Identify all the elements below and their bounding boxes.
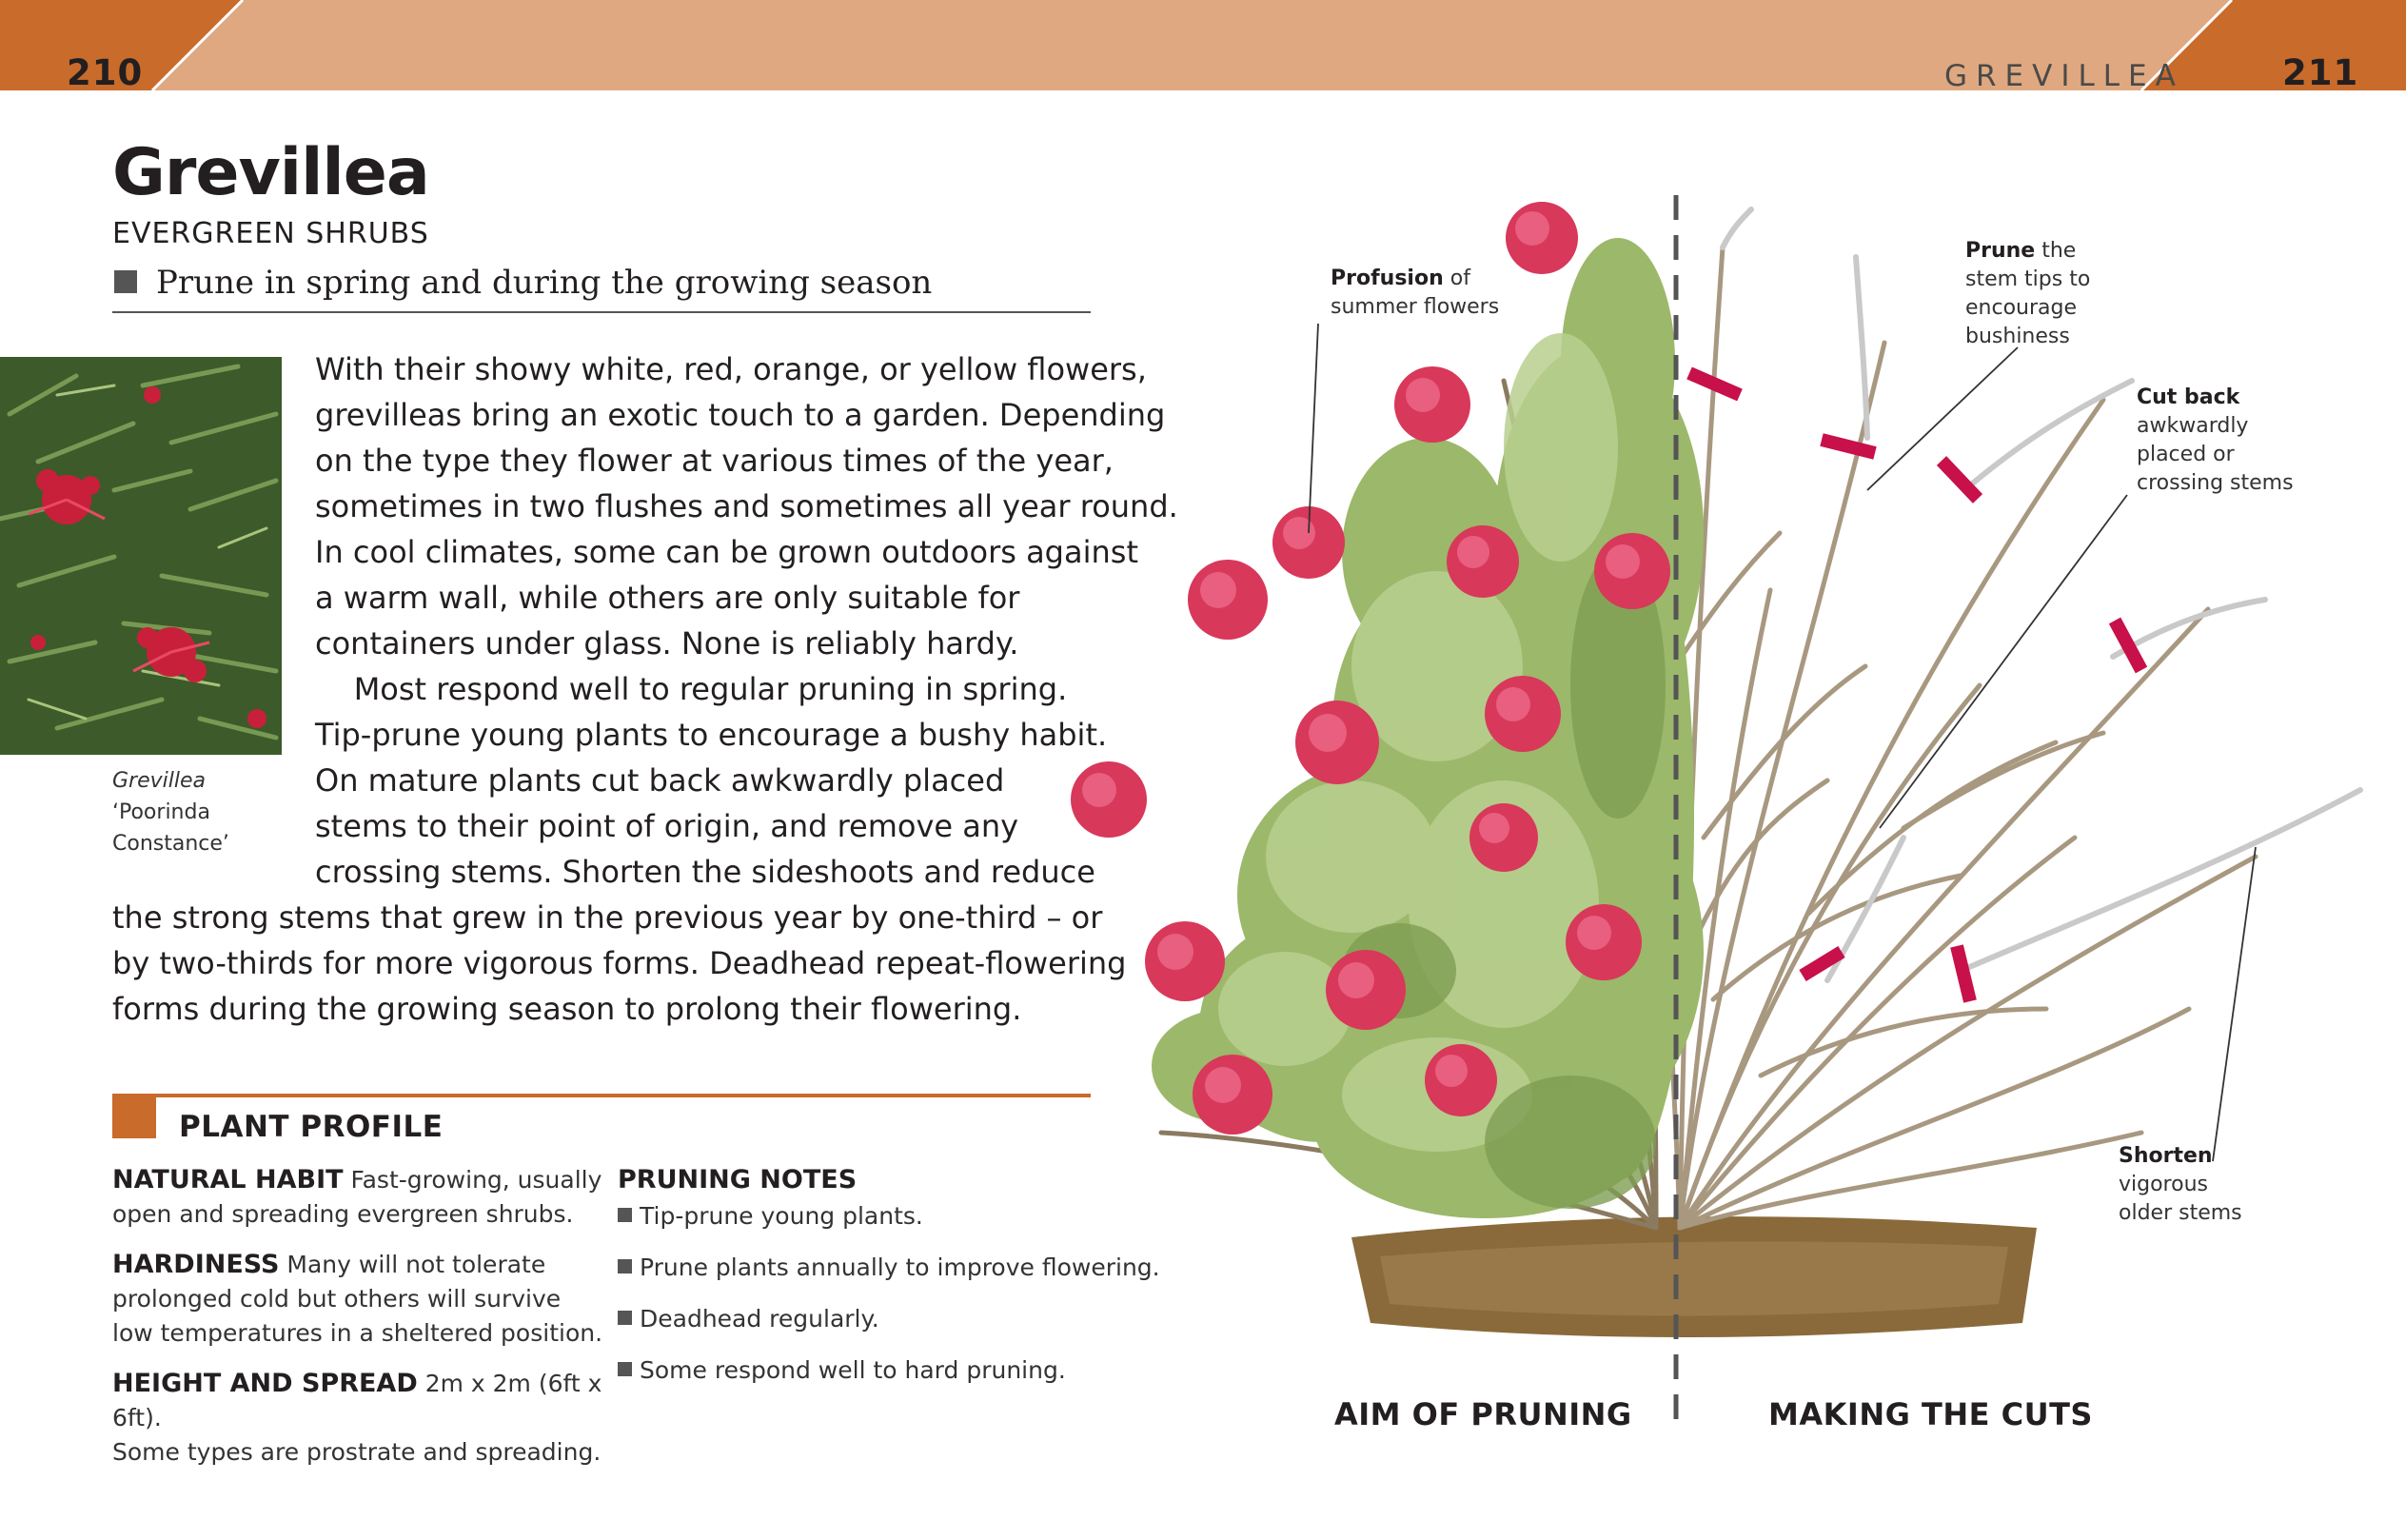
hardiness bbox=[112, 1248, 607, 1351]
entry-category: EVERGREEN SHRUBS bbox=[112, 217, 429, 250]
body-line: sometimes in two flushes and sometimes all year round. bbox=[315, 488, 1178, 524]
natural-habit-text-1: Fast-growing, usually bbox=[350, 1166, 602, 1194]
body-line: on the type they flower at various times of the year, bbox=[315, 443, 1114, 479]
cut-marks bbox=[1689, 373, 2141, 1001]
photo-illustration bbox=[0, 357, 282, 755]
cut-mark bbox=[1822, 440, 1875, 453]
right-page-number: 211 bbox=[2282, 52, 2359, 93]
natural-habit-text-2: open and spreading evergreen shrubs. bbox=[112, 1200, 574, 1228]
pruning-time-text: Prune in spring and during the growing season bbox=[156, 264, 933, 302]
body-line: Tip-prune young plants to encourage a bushy habit. bbox=[315, 717, 1108, 753]
body-line: crossing stems. Shorten the sideshoots and reduce bbox=[315, 854, 1095, 890]
pruning-time-heading bbox=[114, 264, 932, 302]
height-label: HEIGHT AND SPREAD bbox=[112, 1369, 418, 1398]
leader-flowers bbox=[1309, 324, 1318, 533]
hardiness-text-1: Many will not tolerate bbox=[286, 1251, 546, 1278]
profile-rule bbox=[112, 1094, 1091, 1097]
note-text: Prune plants annually to improve flowering. bbox=[640, 1254, 1160, 1281]
pruning-notes-label: PRUNING NOTES bbox=[618, 1165, 858, 1194]
label-cut-rest-2: placed or bbox=[2137, 443, 2235, 466]
body-text-continued bbox=[112, 895, 1126, 1032]
caption-line-3: Constance’ bbox=[112, 832, 229, 856]
body-line: by two-thirds for more vigorous forms. Deadhead repeat-flowering bbox=[112, 945, 1127, 981]
note-text: Deadhead regularly. bbox=[640, 1305, 879, 1333]
label-flowers-rest-1: of bbox=[1450, 267, 1470, 290]
cut-mark bbox=[1957, 946, 1970, 1001]
label-prune bbox=[1965, 237, 2090, 351]
cut-mark bbox=[1689, 373, 1740, 395]
body-line: containers under glass. None is reliably hardy. bbox=[315, 625, 1019, 661]
cut-mark bbox=[2115, 621, 2141, 670]
height-text-2: Some types are prostrate and spreading. bbox=[112, 1438, 602, 1466]
body-line: the strong stems that grew in the previous year by one-third – or bbox=[112, 899, 1103, 936]
body-line: On mature plants cut back awkwardly placed bbox=[315, 762, 1005, 799]
running-head: GREVILLEA bbox=[1944, 59, 2184, 93]
profile-marker bbox=[112, 1096, 156, 1138]
caption-italic: Grevillea bbox=[112, 769, 207, 793]
label-shorten-bold: Shorten bbox=[2119, 1144, 2213, 1168]
hardiness-text-3: low temperatures in a sheltered position. bbox=[112, 1319, 603, 1347]
caption-making-the-cuts: MAKING THE CUTS bbox=[1768, 1396, 2093, 1432]
foliage-shadows bbox=[1342, 552, 1666, 1209]
heading-bullet bbox=[114, 270, 137, 293]
caption-aim-of-pruning: AIM OF PRUNING bbox=[1334, 1396, 1632, 1432]
note-bullet bbox=[618, 1208, 632, 1222]
body-line: In cool climates, some can be grown outdoors against bbox=[315, 534, 1138, 570]
note-bullet bbox=[618, 1362, 632, 1376]
profile-left-column bbox=[112, 1163, 607, 1486]
caption-line-2: ‘Poorinda bbox=[112, 800, 210, 824]
leader-shorten bbox=[2213, 847, 2256, 1161]
entry-title: Grevillea bbox=[112, 135, 429, 210]
foliage-highlights bbox=[1218, 333, 1618, 1152]
leader-cut bbox=[1880, 495, 2127, 828]
hardiness-text-2: prolonged cold but others will survive bbox=[112, 1285, 562, 1313]
profile-title: PLANT PROFILE bbox=[179, 1110, 444, 1144]
photo-caption bbox=[112, 765, 229, 859]
body-line: forms during the growing season to prolong their flowering. bbox=[112, 991, 1022, 1027]
body-line: grevilleas bring an exotic touch to a garden. Depending bbox=[315, 397, 1166, 433]
label-cut-rest-3: crossing stems bbox=[2137, 471, 2294, 495]
left-page-number: 210 bbox=[67, 52, 144, 93]
label-cut-rest-1: awkwardly bbox=[2137, 414, 2249, 438]
note-text: Tip-prune young plants. bbox=[640, 1202, 923, 1230]
pruning-note bbox=[618, 1199, 1113, 1234]
natural-habit bbox=[112, 1163, 607, 1232]
label-shorten-rest-1: vigorous bbox=[2119, 1173, 2208, 1196]
grevillea-photo bbox=[0, 357, 282, 755]
shrub-branches bbox=[1161, 247, 1656, 1228]
hardiness-label: HARDINESS bbox=[112, 1250, 280, 1279]
pruning-note bbox=[618, 1251, 1160, 1285]
note-text: Some respond well to hard pruning. bbox=[640, 1356, 1066, 1384]
leader-lines bbox=[1309, 324, 2256, 1161]
note-bullet bbox=[618, 1311, 632, 1325]
pruning-note bbox=[618, 1353, 1113, 1388]
soil-highlight bbox=[1380, 1241, 2008, 1315]
height-text-1: 2m x 2m (6ft x 6ft). bbox=[112, 1370, 602, 1431]
label-cut bbox=[2137, 384, 2294, 498]
soil-mound bbox=[1351, 1216, 2037, 1337]
body-line: stems to their point of origin, and remove any bbox=[315, 808, 1019, 844]
title-rule bbox=[112, 311, 1091, 313]
cut-mark bbox=[1803, 952, 1842, 976]
label-flowers-rest-2: summer flowers bbox=[1331, 295, 1500, 319]
label-prune-rest-3: encourage bbox=[1965, 296, 2078, 320]
natural-habit-label: NATURAL HABIT bbox=[112, 1165, 344, 1194]
label-flowers bbox=[1331, 265, 1499, 322]
body-line: a warm wall, while others are only suitable for bbox=[315, 580, 1020, 616]
label-flowers-bold: Profusion bbox=[1331, 267, 1444, 290]
label-prune-rest-4: bushiness bbox=[1965, 325, 2070, 348]
cut-mark bbox=[1942, 461, 1978, 499]
body-line: Most respond well to regular pruning in spring. bbox=[315, 671, 1068, 707]
foliage bbox=[1152, 238, 1704, 1218]
label-shorten-rest-2: older stems bbox=[2119, 1201, 2242, 1225]
body-line: With their showy white, red, orange, or yellow flowers, bbox=[315, 351, 1147, 387]
leader-prune bbox=[1867, 347, 2018, 490]
label-prune-rest-2: stem tips to bbox=[1965, 267, 2091, 291]
label-prune-bold: Prune bbox=[1965, 239, 2036, 263]
body-text bbox=[315, 346, 1178, 895]
label-shorten bbox=[2119, 1142, 2242, 1228]
label-cut-bold: Cut back bbox=[2137, 385, 2240, 409]
profile-right-column bbox=[618, 1163, 1160, 1405]
label-prune-rest-1: the bbox=[2041, 239, 2077, 263]
pruning-note bbox=[618, 1302, 1113, 1336]
height-spread bbox=[112, 1367, 607, 1470]
note-bullet bbox=[618, 1259, 632, 1273]
